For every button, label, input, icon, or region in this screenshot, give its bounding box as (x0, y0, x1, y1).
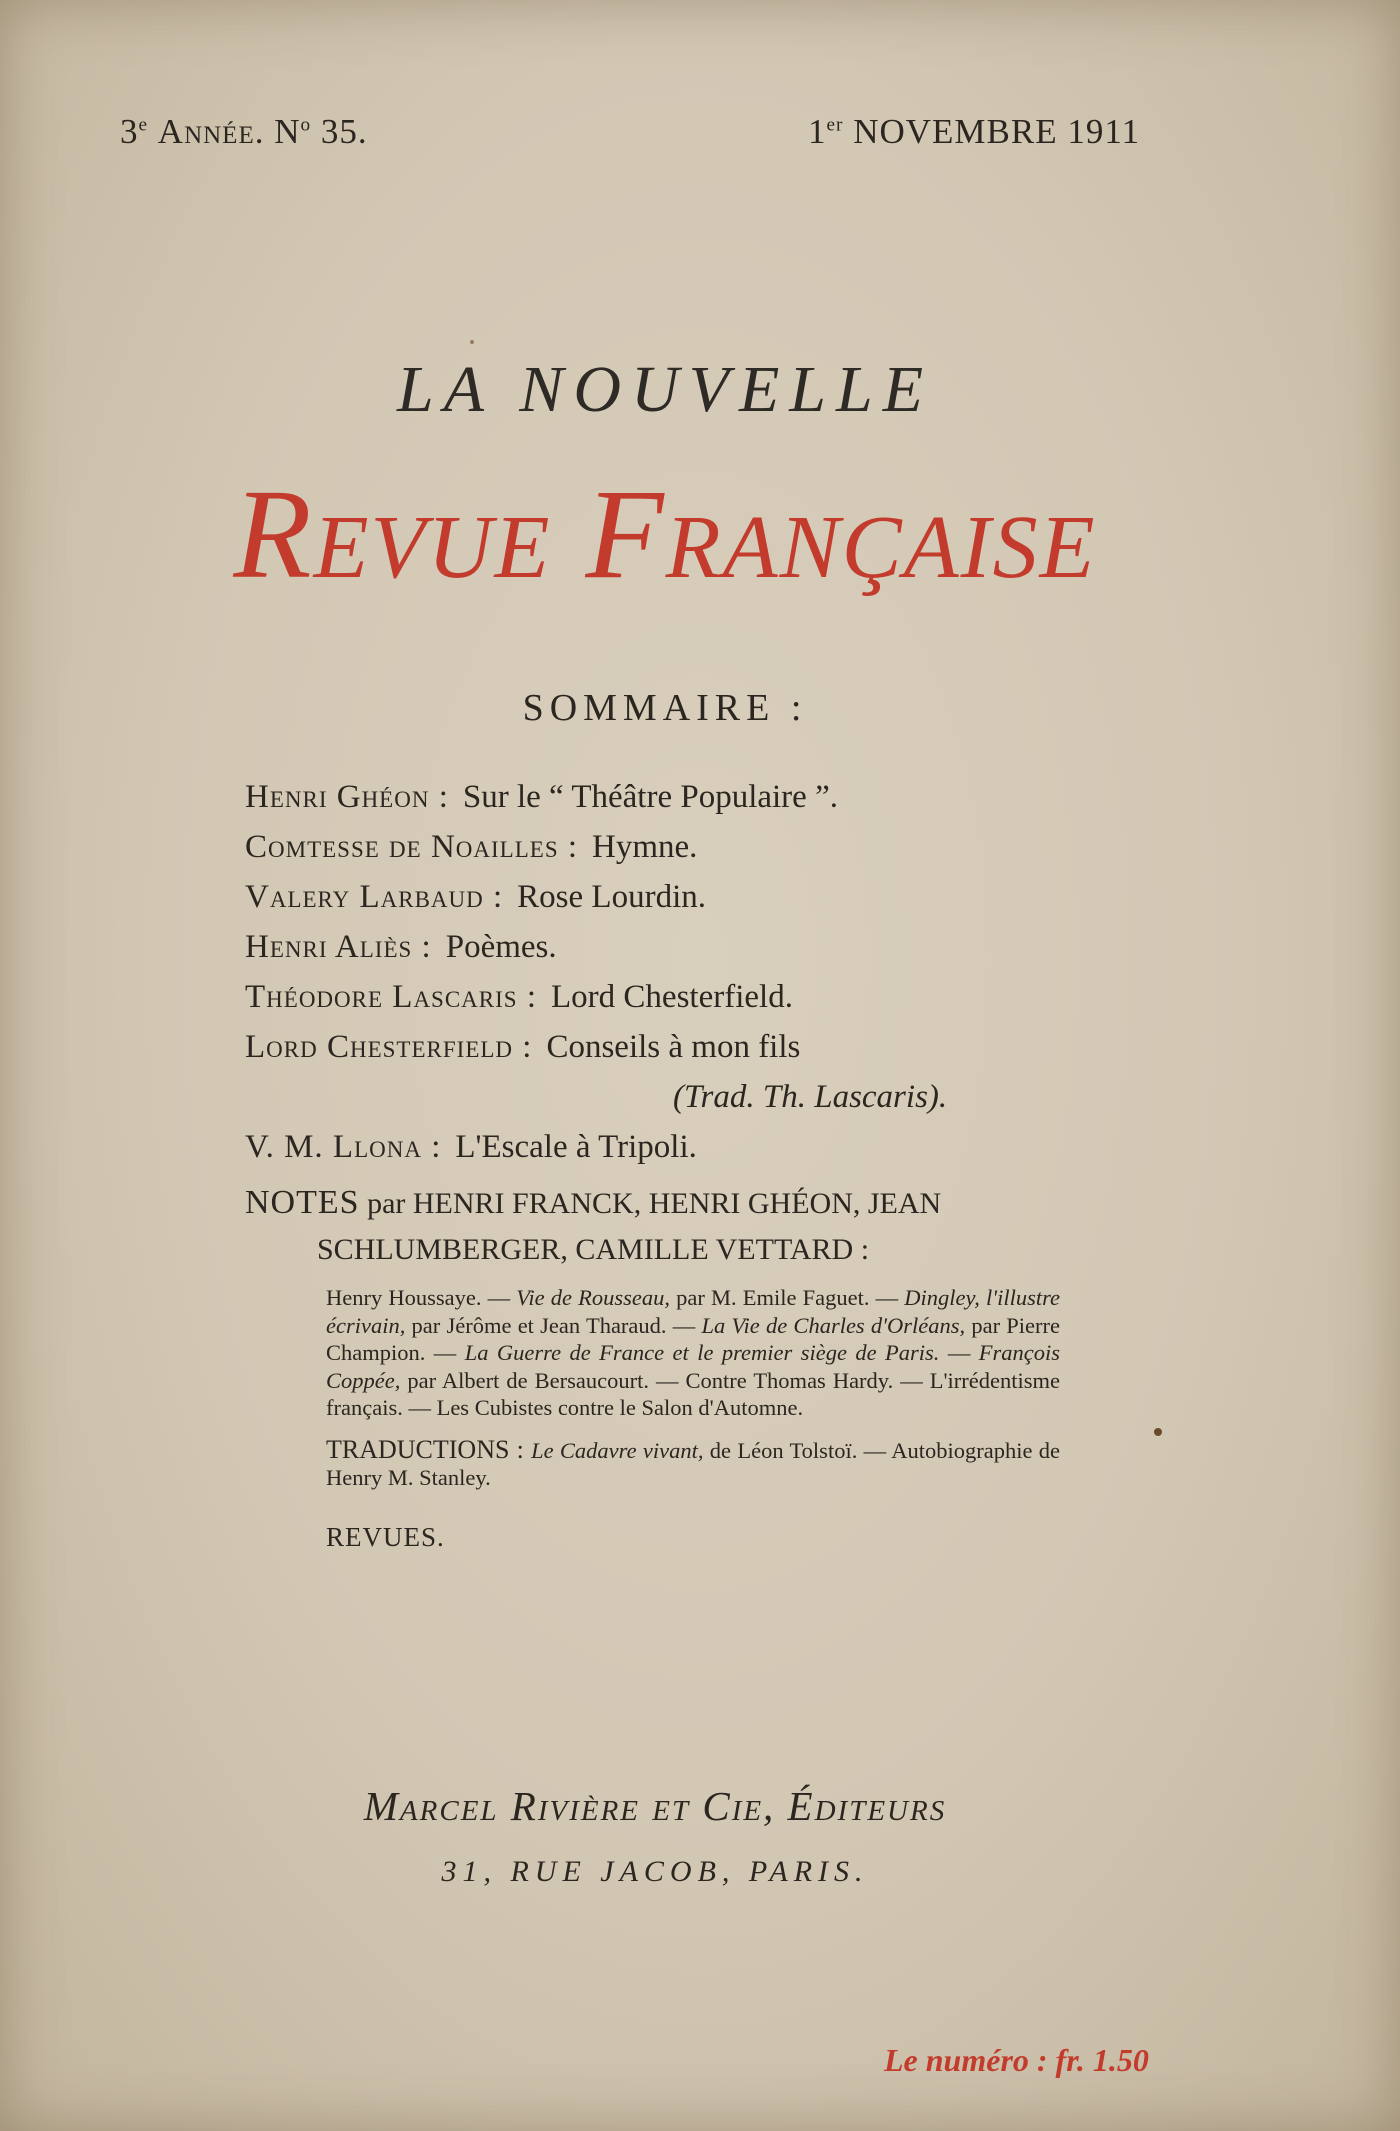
toc-work: Rose Lourdin. (517, 879, 706, 915)
title-line-2: Revue Française (233, 463, 1097, 605)
table-of-contents (245, 772, 1145, 1172)
foxing-spot (470, 340, 474, 344)
toc-work: Sur le “ Théâtre Populaire ”. (462, 779, 838, 815)
toc-work: L'Escale à Tripoli. (455, 1129, 697, 1165)
toc-entry (245, 822, 1145, 872)
notes-authors-line-2: SCHLUMBERGER, CAMILLE VETTARD : (317, 1233, 870, 1266)
revues-label: REVUES. (326, 1522, 445, 1552)
toc-work: Poèmes. (445, 929, 557, 965)
toc-entry (245, 972, 1145, 1022)
toc-author: Lord Chesterfield : (245, 1029, 533, 1065)
toc-author: Théodore Lascaris : (245, 979, 538, 1015)
translations-paragraph: TRADUCTIONS : Le Cadavre vivant, de Léon Tolstoï. — Autobiographie de Henry M. Stanley. (326, 1434, 1060, 1490)
toc-author: Comtesse de Noailles : (245, 829, 579, 865)
title-line-1: LA NOUVELLE (396, 353, 934, 426)
translation-note: (Trad. Th. Lascaris). (673, 1079, 948, 1115)
notes-authors-line-1: par HENRI FRANCK, HENRI GHÉON, JEAN (367, 1187, 942, 1220)
publisher-name: Marcel Rivière et Cie, Éditeurs (363, 1783, 947, 1829)
issue-date: 1er NOVEMBRE 1911 (808, 112, 1141, 151)
foxing-spot (1154, 1428, 1162, 1436)
issue-label: 3e Année. $N^o$ 35. (120, 112, 368, 151)
toc-work: Conseils à mon fils (546, 1029, 801, 1065)
notes-paragraph: Henry Houssaye. — Vie de Rousseau, par M. Emile Faguet. — Dingley, l'illustre écrivain, par Jérôme et Jean Tharaud. — La Vie de Charles d'Orléans, par Pierre Champion. — La Guerre de France et le premier siège de Paris. — François Coppée, par Albert de Bersaucourt. — Contre Thomas Hardy. — L'irrédentisme français. — Les Cubistes contre le Salon d'Automne. (326, 1285, 1061, 1420)
toc-author: Henri Ghéon : (245, 779, 449, 815)
price-label: Le numéro : fr. 1.50 (884, 2042, 1149, 2078)
toc-work: Lord Chesterfield. (551, 979, 793, 1015)
sommaire-heading: SOMMAIRE : (522, 687, 808, 729)
toc-author: Henri Aliès : (245, 929, 432, 965)
toc-entry (245, 1122, 1145, 1172)
toc-entry (245, 922, 1145, 972)
toc-entry (245, 772, 1145, 822)
toc-entry (245, 1022, 1145, 1072)
toc-entry (245, 872, 1145, 922)
toc-author: Valery Larbaud : (245, 879, 504, 915)
notes-label: NOTES (245, 1184, 360, 1221)
publisher-address: 31, RUE JACOB, PARIS. (441, 1855, 869, 1888)
toc-author: V. M. Llona : (245, 1129, 442, 1165)
notes-details (326, 1284, 1060, 1492)
notes-section (245, 1180, 1105, 1273)
toc-work: Hymne. (592, 829, 698, 865)
